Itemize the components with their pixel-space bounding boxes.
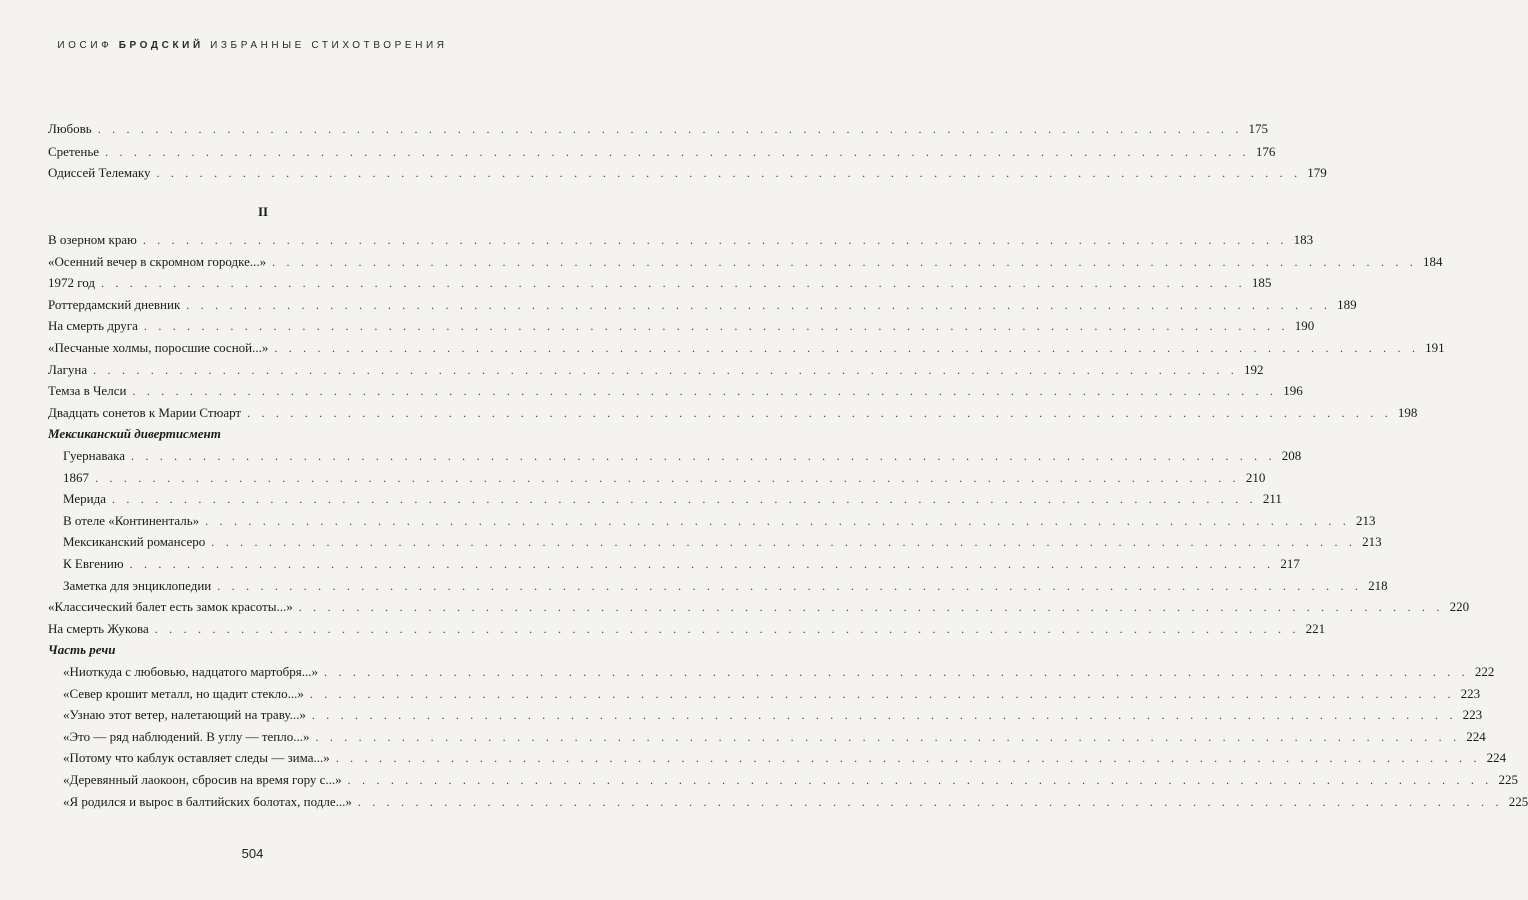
toc-entry-page: 176 xyxy=(1255,144,1276,159)
header-author-last: БРОДСКИЙ xyxy=(118,40,204,51)
toc-entry-page: 217 xyxy=(1280,556,1300,571)
dot-leader: . . . . . . . . . . . . . . . . . . . . . . . . . . . . . . . . . . . . . . . . . . . . . . . . . . . . . . . . . . . . . . . . . . . . . . . . . . . . . . . . xyxy=(211,535,1357,549)
toc-entry xyxy=(63,531,1382,553)
toc-entry xyxy=(48,596,1470,618)
dot-leader: . . . . . . . . . . . . . . . . . . . . . . . . . . . . . . . . . . . . . . . . . . . . . . . . . . . . . . . . . . . . . . . . . . . . . . . . . . . . . . . . xyxy=(205,514,1350,528)
toc-entry-title: Лагуна xyxy=(48,362,88,377)
toc-entry-title: «Песчаные холмы, поросшие сосной...» xyxy=(48,340,269,355)
dot-leader: . . . . . . . . . . . . . . . . . . . . . . . . . . . . . . . . . . . . . . . . . . . . . . . . . . . . . . . . . . . . . . . . . . . . . . . . . . . . . . . . xyxy=(324,665,1469,679)
toc-entry-page: 220 xyxy=(1449,599,1470,614)
toc-entry xyxy=(48,162,1327,184)
dot-leader: . . . . . . . . . . . . . . . . . . . . . . . . . . . . . . . . . . . . . . . . . . . . . . . . . . . . . . . . . . . . . . . . . . . . . . . . . . . . . . . . xyxy=(217,579,1363,593)
dot-leader: . . . . . . . . . . . . . . . . . . . . . . . . . . . . . . . . . . . . . . . . . . . . . . . . . . . . . . . . . . . . . . . . . . . . . . . . . . . . . . . . xyxy=(112,492,1257,506)
header-book-title: ИЗБРАННЫЕ СТИХОТВОРЕНИЯ xyxy=(210,40,448,51)
toc-entry-title: «Это — ряд наблюдений. В углу — тепло...» xyxy=(63,729,310,744)
toc-entry-page: 192 xyxy=(1243,362,1264,377)
toc-entry xyxy=(63,510,1376,532)
dot-leader: . . . . . . . . . . . . . . . . . . . . . . . . . . . . . . . . . . . . . . . . . . . . . . . . . . . . . . . . . . . . . . . . . . . . . . . . . . . . . . . . xyxy=(129,557,1275,571)
toc-entry-title: «Ниоткуда с любовью, надцатого мартобря...» xyxy=(63,664,319,679)
toc-entry-title: Гуернавака xyxy=(63,448,125,463)
toc-entry-page: 185 xyxy=(1251,275,1272,290)
toc-entry-title: «Осенний вечер в скромном городке...» xyxy=(48,254,267,269)
toc-entry xyxy=(48,337,1445,359)
toc-entry-title: Двадцать сонетов к Марии Стюарт xyxy=(48,405,242,420)
dot-leader: . . . . . . . . . . . . . . . . . . . . . . . . . . . . . . . . . . . . . . . . . . . . . . . . . . . . . . . . . . . . . . . . . . . . . . . . . . . . . . . . xyxy=(357,795,1503,809)
dot-leader: . . . . . . . . . . . . . . . . . . . . . . . . . . . . . . . . . . . . . . . . . . . . . . . . . . . . . . . . . . . . . . . . . . . . . . . . . . . . . . . . xyxy=(186,298,1332,312)
toc-entry xyxy=(48,141,1276,163)
dot-leader: . . . . . . . . . . . . . . . . . . . . . . . . . . . . . . . . . . . . . . . . . . . . . . . . . . . . . . . . . . . . . . . . . . . . . . . . . . . . . . . . xyxy=(105,145,1250,159)
dot-leader: . . . . . . . . . . . . . . . . . . . . . . . . . . . . . . . . . . . . . . . . . . . . . . . . . . . . . . . . . . . . . . . . . . . . . . . . . . . . . . . . xyxy=(143,319,1289,333)
toc-entry-page: 210 xyxy=(1245,470,1266,485)
toc-entry xyxy=(63,553,1300,575)
toc-entry xyxy=(63,445,1302,467)
toc-entry xyxy=(48,272,1272,294)
group-heading-mexican: Мексиканский дивертисмент xyxy=(48,426,221,441)
toc-entry xyxy=(63,769,1518,791)
page-number: 504 xyxy=(241,846,264,861)
toc-entry-page: 225 xyxy=(1498,772,1518,787)
toc-entry xyxy=(63,575,1388,597)
dot-leader: . . . . . . . . . . . . . . . . . . . . . . . . . . . . . . . . . . . . . . . . . . . . . . . . . . . . . . . . . . . . . . . . . . . . . . . . . . . . . . . . xyxy=(274,341,1420,355)
toc-entry-title: Роттердамский дневник xyxy=(48,297,181,312)
dot-leader: . . . . . . . . . . . . . . . . . . . . . . . . . . . . . . . . . . . . . . . . . . . . . . . . . . . . . . . . . . . . . . . . . . . . . . . . . . . . . . . . xyxy=(130,449,1276,463)
toc-entry-page: 198 xyxy=(1397,405,1418,420)
toc-entry-page: 196 xyxy=(1283,383,1303,398)
toc-entry xyxy=(63,704,1483,726)
dot-leader: . . . . . . . . . . . . . . . . . . . . . . . . . . . . . . . . . . . . . . . . . . . . . . . . . . . . . . . . . . . . . . . . . . . . . . . . . . . . . . . . xyxy=(142,233,1288,247)
dot-leader: . . . . . . . . . . . . . . . . . . . . . . . . . . . . . . . . . . . . . . . . . . . . . . . . . . . . . . . . . . . . . . . . . . . . . . . . . . . . . . . . xyxy=(93,363,1238,377)
toc-entry-page: 213 xyxy=(1355,513,1376,528)
toc-entry xyxy=(48,402,1418,424)
toc-entry-title: Заметка для энциклопедии xyxy=(63,578,212,593)
toc-entry-title: 1867 xyxy=(63,470,89,485)
dot-leader: . . . . . . . . . . . . . . . . . . . . . . . . . . . . . . . . . . . . . . . . . . . . . . . . . . . . . . . . . . . . . . . . . . . . . . . . . . . . . . . . xyxy=(101,276,1246,290)
toc-entry xyxy=(48,380,1303,402)
toc-entry-page: 189 xyxy=(1337,297,1357,312)
toc-entry-page: 225 xyxy=(1508,794,1528,809)
toc-entry-title: На смерть Жукова xyxy=(48,621,149,636)
toc-entry-page: 190 xyxy=(1294,318,1315,333)
dot-leader: . . . . . . . . . . . . . . . . . . . . . . . . . . . . . . . . . . . . . . . . . . . . . . . . . . . . . . . . . . . . . . . . . . . . . . . . . . . . . . . . xyxy=(247,406,1392,420)
toc-entry-title: 1972 год xyxy=(48,275,95,290)
toc-entry-title: «Север крошит металл, но щадит стекло...» xyxy=(63,686,304,701)
dot-leader: . . . . . . . . . . . . . . . . . . . . . . . . . . . . . . . . . . . . . . . . . . . . . . . . . . . . . . . . . . . . . . . . . . . . . . . . . . . . . . . . xyxy=(311,708,1457,722)
header-author-first: ИОСИФ xyxy=(57,40,113,51)
group-heading-speech: Часть речи xyxy=(48,642,116,657)
toc-entry-page: 218 xyxy=(1368,578,1388,593)
toc-entry-page: 213 xyxy=(1362,534,1382,549)
toc-entry-page: 175 xyxy=(1248,121,1269,136)
toc-entry-page: 179 xyxy=(1307,165,1327,180)
toc-entry-page: 184 xyxy=(1422,254,1443,269)
toc-entry xyxy=(48,118,1269,140)
toc-entry-title: «Деревянный лаокоон, сбросив на время гору с...» xyxy=(63,772,342,787)
toc-entry xyxy=(63,726,1486,748)
toc-entry-title: Мерида xyxy=(63,491,106,506)
toc-entry xyxy=(63,683,1481,705)
dot-leader: . . . . . . . . . . . . . . . . . . . . . . . . . . . . . . . . . . . . . . . . . . . . . . . . . . . . . . . . . . . . . . . . . . . . . . . . . . . . . . . . xyxy=(95,471,1240,485)
toc-entry-title: Любовь xyxy=(48,121,92,136)
toc-entry xyxy=(48,315,1315,337)
toc-entry-page: 183 xyxy=(1293,232,1314,247)
dot-leader: . . . . . . . . . . . . . . . . . . . . . . . . . . . . . . . . . . . . . . . . . . . . . . . . . . . . . . . . . . . . . . . . . . . . . . . . . . . . . . . . xyxy=(335,751,1481,765)
toc-entry xyxy=(63,747,1507,769)
toc-entry xyxy=(48,618,1326,640)
toc-entry-title: К Евгению xyxy=(63,556,124,571)
toc-entry-page: 223 xyxy=(1460,686,1481,701)
toc-entry-page: 208 xyxy=(1281,448,1302,463)
toc-entry-title: «Классический балет есть замок красоты...» xyxy=(48,599,293,614)
toc-entry-page: 224 xyxy=(1466,729,1486,744)
toc-entry-page: 224 xyxy=(1486,750,1507,765)
toc-entry xyxy=(63,488,1282,510)
toc-entry-page: 222 xyxy=(1474,664,1495,679)
toc-entry-title: «Я родился и вырос в балтийских болотах, подле...» xyxy=(63,794,352,809)
toc-entry-title: «Узнаю этот ветер, налетающий на траву...» xyxy=(63,707,306,722)
dot-leader: . . . . . . . . . . . . . . . . . . . . . . . . . . . . . . . . . . . . . . . . . . . . . . . . . . . . . . . . . . . . . . . . . . . . . . . . . . . . . . . . xyxy=(154,622,1300,636)
section-heading: II xyxy=(257,204,269,219)
toc-entry-title: Темза в Челси xyxy=(48,383,127,398)
dot-leader: . . . . . . . . . . . . . . . . . . . . . . . . . . . . . . . . . . . . . . . . . . . . . . . . . . . . . . . . . . . . . . . . . . . . . . . . . . . . . . . . xyxy=(156,166,1302,180)
toc-entry xyxy=(63,791,1528,813)
dot-leader: . . . . . . . . . . . . . . . . . . . . . . . . . . . . . . . . . . . . . . . . . . . . . . . . . . . . . . . . . . . . . . . . . . . . . . . . . . . . . . . . xyxy=(132,384,1278,398)
dot-leader: . . . . . . . . . . . . . . . . . . . . . . . . . . . . . . . . . . . . . . . . . . . . . . . . . . . . . . . . . . . . . . . . . . . . . . . . . . . . . . . . xyxy=(309,687,1455,701)
dot-leader: . . . . . . . . . . . . . . . . . . . . . . . . . . . . . . . . . . . . . . . . . . . . . . . . . . . . . . . . . . . . . . . . . . . . . . . . . . . . . . . . xyxy=(298,600,1444,614)
toc-entry-title: В озерном краю xyxy=(48,232,137,247)
toc-entry-title: На смерть друга xyxy=(48,318,138,333)
toc-entry xyxy=(48,229,1314,251)
toc-entry-title: Сретенье xyxy=(48,144,100,159)
dot-leader: . . . . . . . . . . . . . . . . . . . . . . . . . . . . . . . . . . . . . . . . . . . . . . . . . . . . . . . . . . . . . . . . . . . . . . . . . . . . . . . . xyxy=(315,730,1461,744)
toc-entry-title: В отеле «Континенталь» xyxy=(63,513,200,528)
dot-leader: . . . . . . . . . . . . . . . . . . . . . . . . . . . . . . . . . . . . . . . . . . . . . . . . . . . . . . . . . . . . . . . . . . . . . . . . . . . . . . . . xyxy=(347,773,1493,787)
dot-leader: . . . . . . . . . . . . . . . . . . . . . . . . . . . . . . . . . . . . . . . . . . . . . . . . . . . . . . . . . . . . . . . . . . . . . . . . . . . . . . . . xyxy=(272,255,1417,269)
dot-leader: . . . . . . . . . . . . . . . . . . . . . . . . . . . . . . . . . . . . . . . . . . . . . . . . . . . . . . . . . . . . . . . . . . . . . . . . . . . . . . . . xyxy=(97,122,1243,136)
toc-entry xyxy=(48,294,1357,316)
toc-entry-page: 191 xyxy=(1425,340,1445,355)
toc-entry-page: 211 xyxy=(1262,491,1282,506)
toc-entry-page: 223 xyxy=(1462,707,1483,722)
toc-entry xyxy=(48,359,1264,381)
toc-entry-title: Мексиканский романсеро xyxy=(63,534,206,549)
toc-entry xyxy=(63,467,1266,489)
toc-entry-title: Одиссей Телемаку xyxy=(48,165,151,180)
toc-entry xyxy=(48,251,1443,273)
toc-entry-title: «Потому что каблук оставляет следы — зима...» xyxy=(63,750,330,765)
running-header xyxy=(0,40,505,51)
toc-entry-page: 221 xyxy=(1305,621,1326,636)
toc-entry xyxy=(63,661,1495,683)
